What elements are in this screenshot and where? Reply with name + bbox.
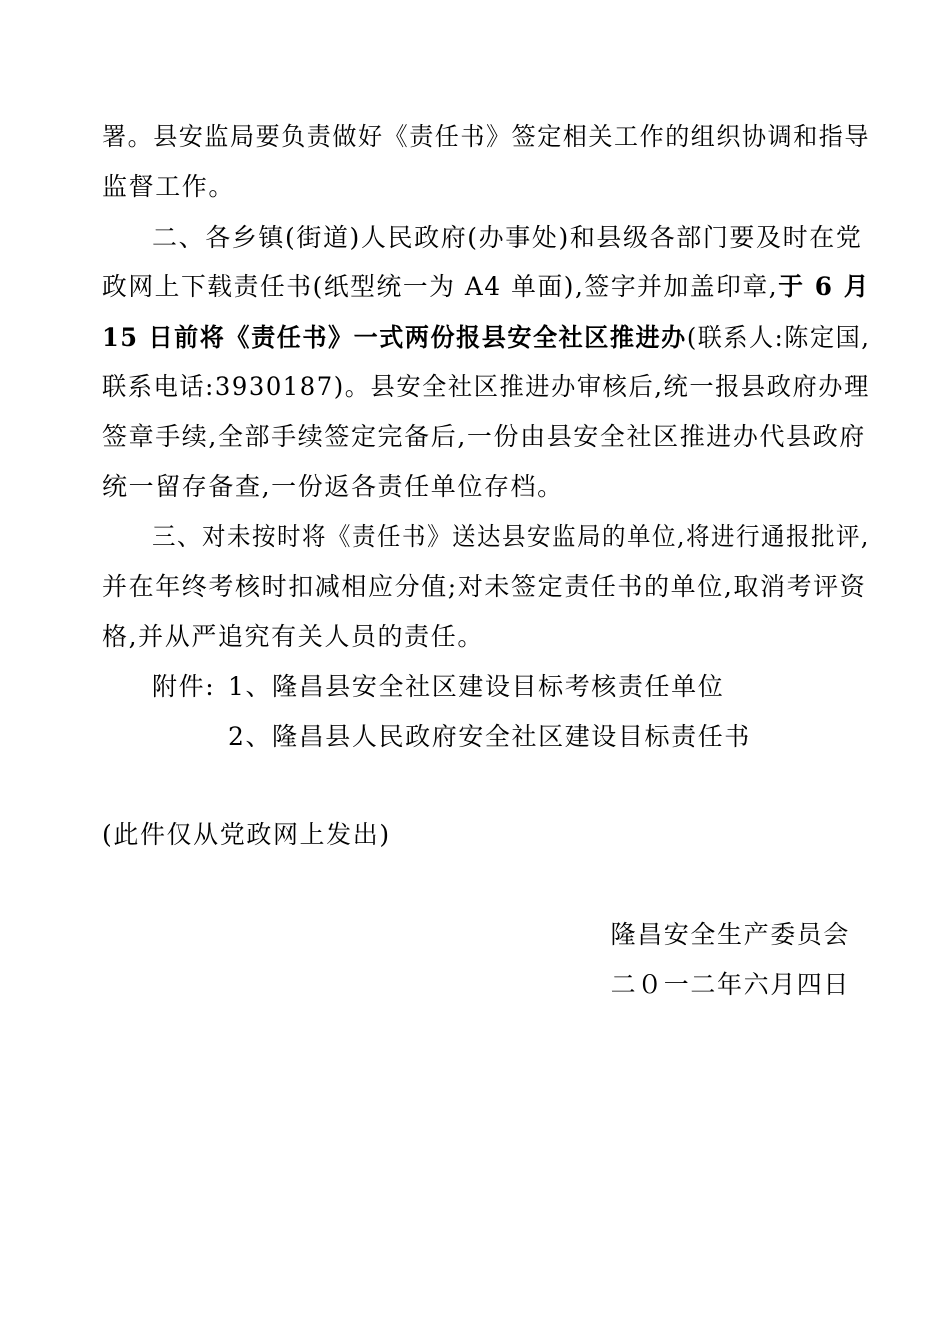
paragraph-line: 三、对未按时将《责任书》送达县安监局的单位,将进行通报批评, (152, 522, 870, 551)
distribution-note: (此件仅从党政网上发出) (102, 820, 391, 849)
bold-text: 15 日前将《责任书》一式两份报县安全社区推进办 (102, 323, 687, 352)
paragraph-text: 政网上下载责任书(纸型统一为 A4 单面),签字并加盖印章, (102, 272, 779, 301)
paragraph-line (102, 272, 870, 302)
paragraph-line (102, 323, 870, 353)
paragraph-line: 二、各乡镇(街道)人民政府(办事处)和县级各部门要及时在党 (152, 223, 863, 252)
paragraph-text: (联系人:陈定国, (686, 323, 871, 352)
paragraph-line: 监督工作。 (102, 172, 236, 201)
signature-org: 隆昌安全生产委员会 (610, 920, 850, 949)
paragraph-line: 统一留存备查,一份返各责任单位存档。 (102, 472, 564, 501)
paragraph-line: 格,并从严追究有关人员的责任。 (102, 622, 484, 651)
attachment-item: 2、隆昌县人民政府安全社区建设目标责任书 (228, 722, 751, 751)
bold-text: 于 6 月 (778, 272, 871, 301)
signature-date: 二０一二年六月四日 (610, 970, 850, 999)
paragraph-line: 联系电话:3930187)。县安全社区推进办审核后,统一报县政府办理 (102, 372, 870, 401)
paragraph-line: 署。县安监局要负责做好《责任书》签定相关工作的组织协调和指导 (102, 122, 871, 151)
attachments-label: 附件: (152, 672, 216, 701)
attachment-item: 1、隆昌县安全社区建设目标考核责任单位 (228, 672, 725, 701)
paragraph-line: 签章手续,全部手续签定完备后,一份由县安全社区推进办代县政府 (102, 422, 866, 451)
paragraph-line: 并在年终考核时扣减相应分值;对未签定责任书的单位,取消考评资 (102, 572, 867, 601)
